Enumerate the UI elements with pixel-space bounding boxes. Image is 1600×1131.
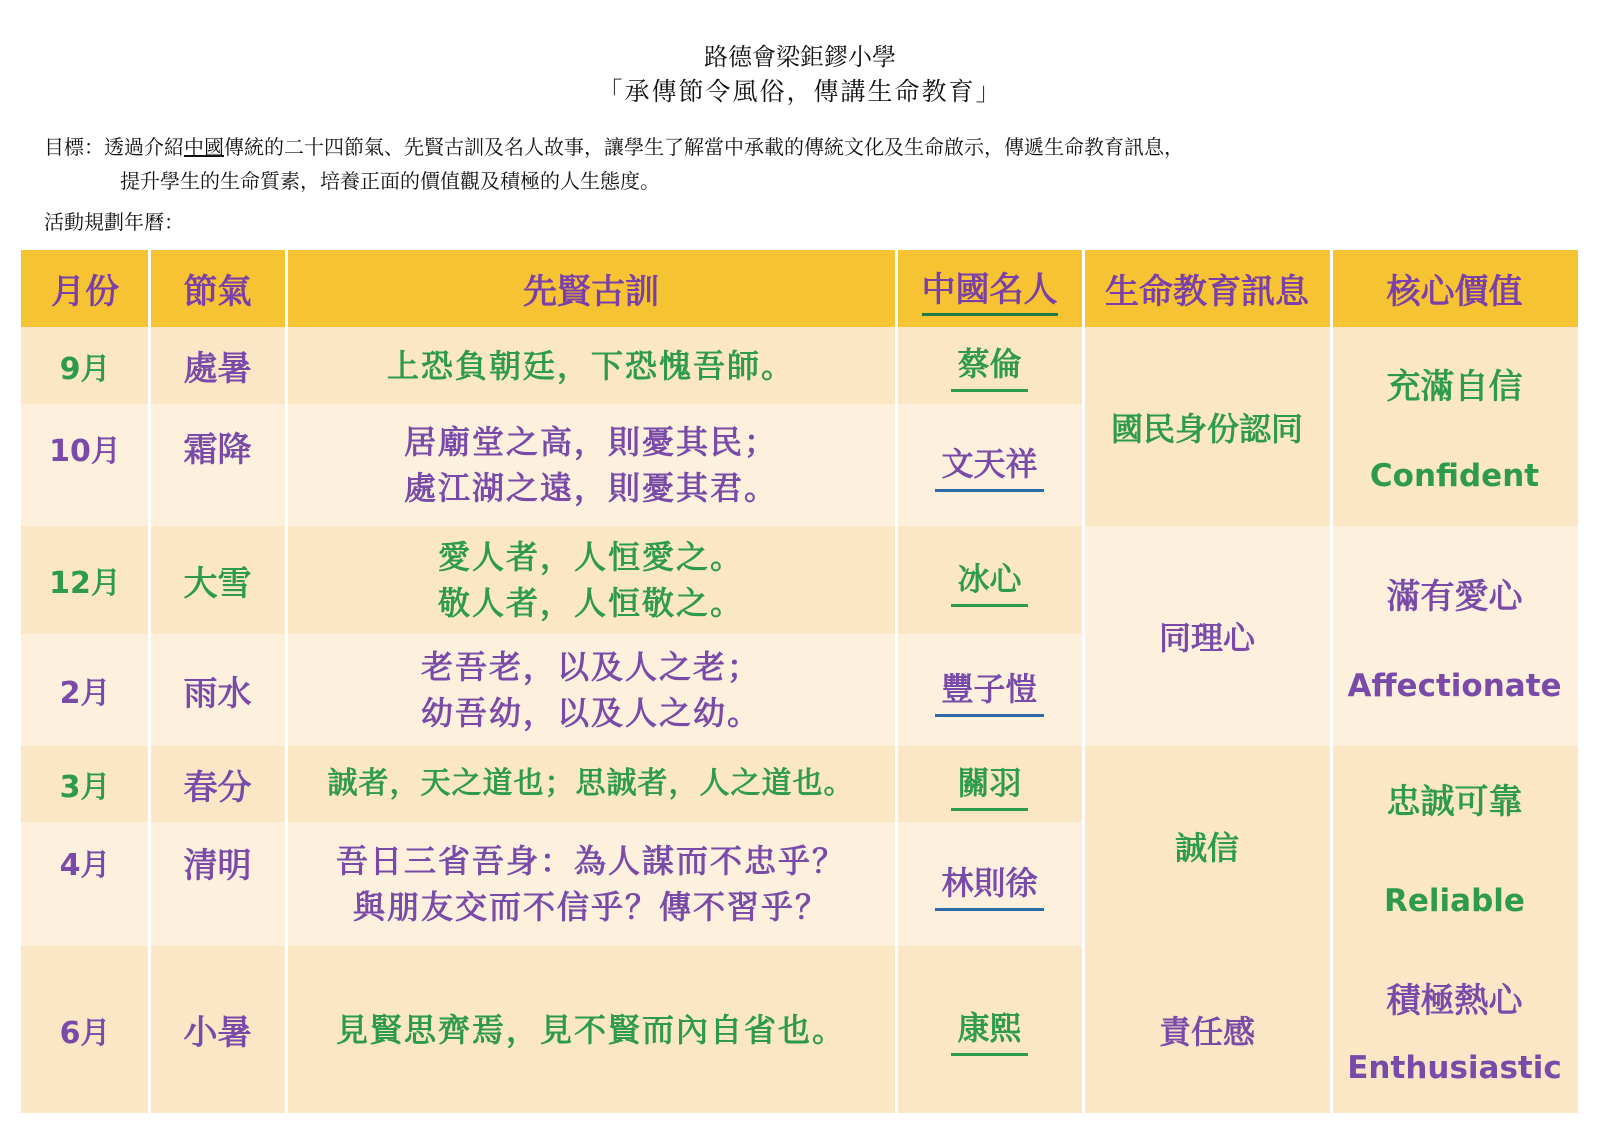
motto-line-2: 敬人者，人恒敬之。 bbox=[437, 584, 744, 622]
goal-line2: 提升學生的生命質素，培養正面的價值觀及積極的人生態度。 bbox=[120, 169, 660, 193]
core-value-cell bbox=[1331, 946, 1578, 1113]
motto-cell: 見賢思齊焉，見不賢而內自省也。 bbox=[335, 1010, 846, 1049]
motto-line-2: 幼吾幼，以及人之幼。 bbox=[420, 694, 761, 732]
month-cell: 6月 bbox=[59, 1015, 111, 1051]
core-value-zh: 滿有愛心 bbox=[1386, 576, 1523, 617]
col-header-motto: 先賢古訓 bbox=[286, 250, 896, 327]
person-cell bbox=[896, 404, 1083, 526]
person-cell bbox=[896, 822, 1083, 946]
core-value-en: Enthusiastic bbox=[1347, 1050, 1562, 1086]
solar-term-cell: 大雪 bbox=[183, 563, 252, 604]
person-name: 康熙 bbox=[951, 1003, 1027, 1056]
col-header-message: 生命教育訊息 bbox=[1083, 250, 1331, 327]
core-value-cell bbox=[1331, 327, 1578, 526]
motto-cell bbox=[286, 822, 896, 946]
life-message-cell: 誠信 bbox=[1174, 829, 1239, 867]
solar-term-cell: 小暑 bbox=[183, 1013, 252, 1053]
motto-cell bbox=[286, 634, 896, 746]
activity-calendar-table bbox=[21, 250, 1578, 1113]
school-name: 路德會梁鉅鏐小學 bbox=[704, 43, 896, 71]
motto-cell bbox=[286, 404, 896, 526]
core-value-zh: 積極熱心 bbox=[1386, 981, 1523, 1021]
motto-cell bbox=[286, 526, 896, 634]
goal-line1-rest: 傳統的二十四節氣、先賢古訓及名人故事，讓學生了解當中承載的傳統文化及生命啟示，傳遞生命教育訊息， bbox=[224, 135, 1184, 159]
motto-cell: 上恐負朝廷，下恐愧吾師。 bbox=[386, 346, 795, 385]
goal-prefix: 目標：透過介紹 bbox=[44, 135, 184, 159]
month-cell: 10月 bbox=[49, 434, 121, 469]
col-header-person bbox=[896, 250, 1083, 327]
month-cell: 2月 bbox=[59, 676, 111, 711]
goal-underlined: 中國 bbox=[184, 135, 224, 159]
person-name: 林則徐 bbox=[935, 858, 1043, 911]
life-message-cell: 同理心 bbox=[1158, 619, 1255, 657]
col-header-month: 月份 bbox=[21, 250, 149, 327]
month-cell: 4月 bbox=[59, 848, 111, 883]
person-cell bbox=[896, 634, 1083, 746]
motto-line-1: 吾日三省吾身：為人謀而不忠乎？ bbox=[335, 842, 846, 880]
solar-term-cell: 春分 bbox=[183, 767, 252, 808]
goal-text bbox=[44, 130, 1564, 198]
month-cell: 9月 bbox=[59, 351, 111, 387]
person-name: 關羽 bbox=[951, 758, 1027, 811]
core-value-zh: 忠誠可靠 bbox=[1386, 781, 1523, 822]
motto-line-2: 處江湖之遠，則憂其君。 bbox=[403, 469, 778, 507]
person-name: 豐子愷 bbox=[935, 664, 1043, 717]
person-name: 文天祥 bbox=[935, 439, 1043, 492]
person-cell bbox=[896, 746, 1083, 822]
motto-line-1: 居廟堂之高，則憂其民； bbox=[403, 423, 778, 461]
col-header-solar-term: 節氣 bbox=[149, 250, 286, 327]
motto-line-1: 愛人者，人恒愛之。 bbox=[437, 538, 744, 576]
page-header bbox=[0, 40, 1600, 110]
motto-line-2: 與朋友交而不信乎？傳不習乎？ bbox=[352, 888, 829, 926]
core-value-en: Affectionate bbox=[1347, 667, 1562, 704]
theme-title: 「承傳節令風俗，傳講生命教育」 bbox=[597, 77, 1003, 106]
motto-cell: 誠者，天之道也；思誠者，人之道也。 bbox=[327, 766, 855, 801]
core-value-cell bbox=[1331, 746, 1578, 946]
person-cell bbox=[896, 946, 1083, 1113]
col-header-person-label: 中國名人 bbox=[922, 262, 1058, 316]
col-header-core-value: 核心價值 bbox=[1331, 250, 1578, 327]
person-cell bbox=[896, 526, 1083, 634]
core-value-en: Reliable bbox=[1384, 882, 1525, 919]
solar-term-cell: 處暑 bbox=[183, 349, 252, 389]
person-cell bbox=[896, 327, 1083, 404]
life-message-cell: 國民身份認同 bbox=[1110, 409, 1303, 448]
month-cell: 3月 bbox=[59, 770, 111, 805]
plan-label: 活動規劃年曆： bbox=[44, 210, 184, 234]
month-cell: 12月 bbox=[49, 566, 121, 601]
person-name: 冰心 bbox=[951, 554, 1027, 607]
person-name: 蔡倫 bbox=[951, 339, 1027, 392]
life-message-cell: 責任感 bbox=[1158, 1012, 1255, 1051]
core-value-zh: 充滿自信 bbox=[1386, 367, 1523, 407]
motto-line-1: 老吾老，以及人之老； bbox=[420, 648, 761, 686]
core-value-en: Confident bbox=[1369, 458, 1540, 494]
solar-term-cell: 清明 bbox=[183, 846, 252, 886]
solar-term-cell: 霜降 bbox=[183, 430, 252, 470]
solar-term-cell: 雨水 bbox=[183, 673, 252, 714]
core-value-cell bbox=[1331, 526, 1578, 746]
